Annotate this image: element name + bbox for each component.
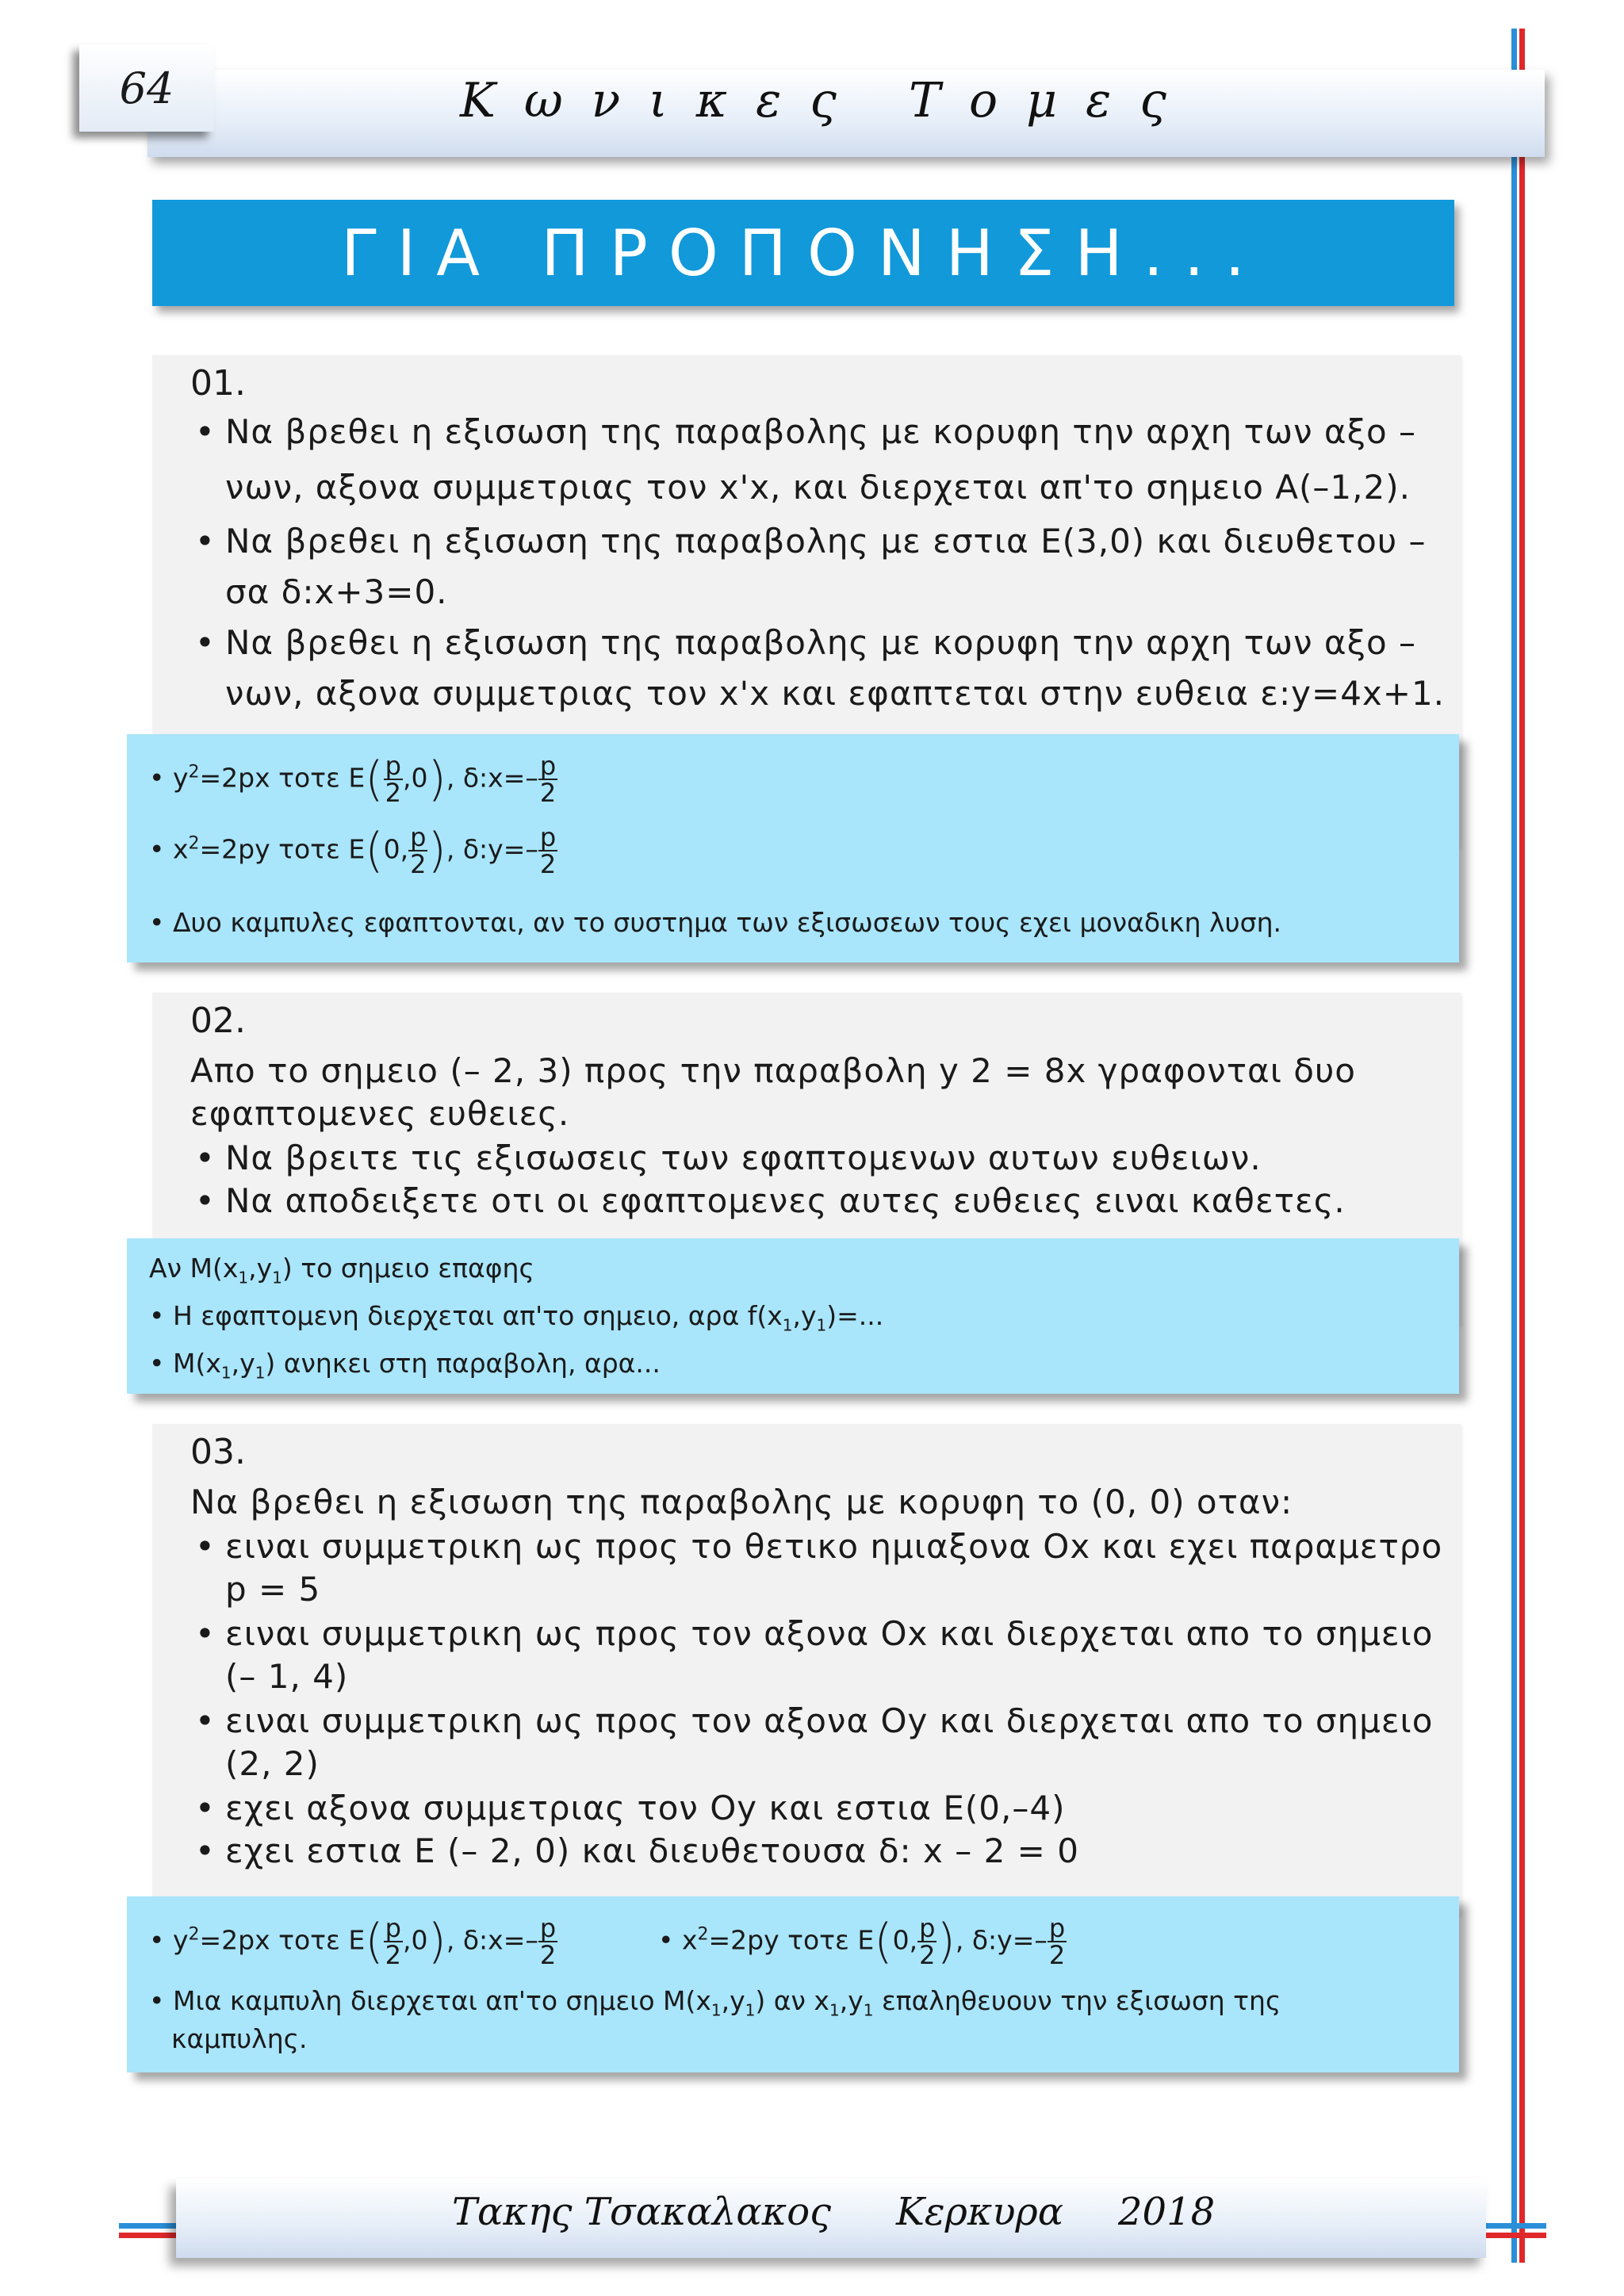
exercise-text-line: νων, αξονα συμμετριας τον x'x και εφαπτεται στην ευθεια ε:y=4x+1.: [225, 674, 1446, 713]
footer-year: 2018: [1118, 2190, 1216, 2234]
right-border-red-line: [1519, 29, 1525, 2263]
exercise-text-line: Να βρεθει η εξισωση της παραβολης με κορυφη την αρχη των αξο –: [225, 412, 1417, 451]
exercise-text-line: Να βρειτε τις εξισωσεις των εφαπτομενων αυτων ευθειων.: [225, 1138, 1262, 1177]
exercise-text-line: νων, αξονα συμμετριας τον x'x, και διερχεται απ'το σημειο A(–1,2).: [225, 468, 1411, 507]
exercise-text-line: Απο το σημειο (– 2, 3) προς την παραβολη y 2 = 8x γραφονται δυο: [190, 1051, 1356, 1090]
hint-formula-line: • $y^2=2px$ τοτε E( $\frac{p}{2}$ ,0), δ:x=– $\frac{p}{2}$: [149, 1913, 557, 1970]
hint-box-2: [127, 1238, 1459, 1394]
footer-city: Κερκυρα: [896, 2190, 1064, 2234]
bullet: •: [195, 1181, 215, 1220]
hint-text-line: • Η εφαπτομενη διερχεται απ'το σημειο, αρα $f(x_1,y_1)=$...: [149, 1300, 884, 1335]
exercise-text-line: (2, 2): [225, 1744, 320, 1783]
exercise-text-line: Να βρεθει η εξισωση της παραβολης με κορυφη το (0, 0) οταν:: [190, 1483, 1293, 1521]
bullet: •: [195, 1527, 215, 1566]
exercise-text-line: Να αποδειξετε οτι οι εφαπτομενες αυτες ευθειες ειναι καθετες.: [225, 1181, 1346, 1220]
bullet: •: [195, 1614, 215, 1653]
hint-text-line: καμπυλης.: [171, 2023, 308, 2054]
exercise-text-line: ειναι συμμετρικη ως προς τον αξονα Oy και διερχεται απο το σημειο: [225, 1701, 1434, 1740]
right-border-blue-line: [1511, 29, 1517, 2263]
exercise-text-line: εχει αξονα συμμετριας τον Oy και εστια E(0,–4): [225, 1789, 1066, 1827]
hint-formula-line: • $x^2=2py$ τοτε E(0, $\frac{p}{2}$ ), δ:y=– $\frac{p}{2}$: [658, 1913, 1066, 1970]
hint-text-line: Αν $M(x_1,y_1)$ το σημειο επαφης: [149, 1253, 534, 1288]
footer-author: Τακης Τσακαλακος: [452, 2190, 831, 2234]
bullet: •: [195, 1789, 215, 1827]
exercise-text-line: ειναι συμμετρικη ως προς τον αξονα Ox και διερχεται απο το σημειο: [225, 1614, 1434, 1653]
footer-bar: [176, 2179, 1486, 2258]
exercise-text-line: εφαπτομενες ευθειες.: [190, 1094, 570, 1133]
hint-text-line: • Μια καμπυλη διερχεται απ'το σημειο $M(x_1,y_1)$ αν $x_1,y_1$ επαληθευουν την εξισωση της: [149, 1985, 1281, 2020]
hint-box-3: [127, 1896, 1459, 2072]
exercise-text-line: σα δ:x+3=0.: [225, 572, 448, 611]
hint-text-line: • $M(x_1,y_1)$ ανηκει στη παραβολη, αρα...: [149, 1348, 661, 1383]
hint-formula-line: • $y^2=2px$ τοτε E( $\frac{p}{2}$ ,0), δ:x=– $\frac{p}{2}$: [149, 751, 557, 808]
bullet: •: [195, 1831, 215, 1870]
page-number: 64: [79, 44, 214, 132]
exercise-text-line: ειναι συμμετρικη ως προς το θετικο ημιαξονα Ox και εχει παραμετρο: [225, 1527, 1443, 1566]
exercise-number: 02.: [190, 1001, 246, 1041]
bullet: •: [195, 522, 215, 561]
book-title: Κωνικες Τομες: [460, 73, 1195, 128]
bullet: •: [195, 623, 215, 662]
exercise-number: 01.: [190, 363, 246, 404]
exercise-text-line: Να βρεθει η εξισωση της παραβολης με κορυφη την αρχη των αξο –: [225, 623, 1417, 662]
section-title: ΓΙΑ ΠΡΟΠΟΝΗΣΗ...: [152, 200, 1454, 306]
bullet: •: [195, 1701, 215, 1740]
bullet: •: [195, 412, 215, 451]
exercise-text-line: p = 5: [225, 1570, 321, 1609]
exercise-number: 03.: [190, 1432, 246, 1472]
hint-text-line: • Δυο καμπυλες εφαπτονται, αν το συστημα των εξισωσεων τους εχει μοναδικη λυση.: [149, 907, 1281, 938]
exercise-text-line: εχει εστια E (– 2, 0) και διευθετουσα δ: x – 2 = 0: [225, 1831, 1079, 1870]
hint-box-1: [127, 734, 1459, 962]
bullet: •: [195, 1138, 215, 1177]
hint-formula-line: • $x^2=2py$ τοτε E(0, $\frac{p}{2}$ ), δ:y=– $\frac{p}{2}$: [149, 822, 557, 879]
exercise-text-line: Να βρεθει η εξισωση της παραβολης με εστια E(3,0) και διευθετου –: [225, 522, 1427, 561]
exercise-text-line: (– 1, 4): [225, 1657, 349, 1696]
